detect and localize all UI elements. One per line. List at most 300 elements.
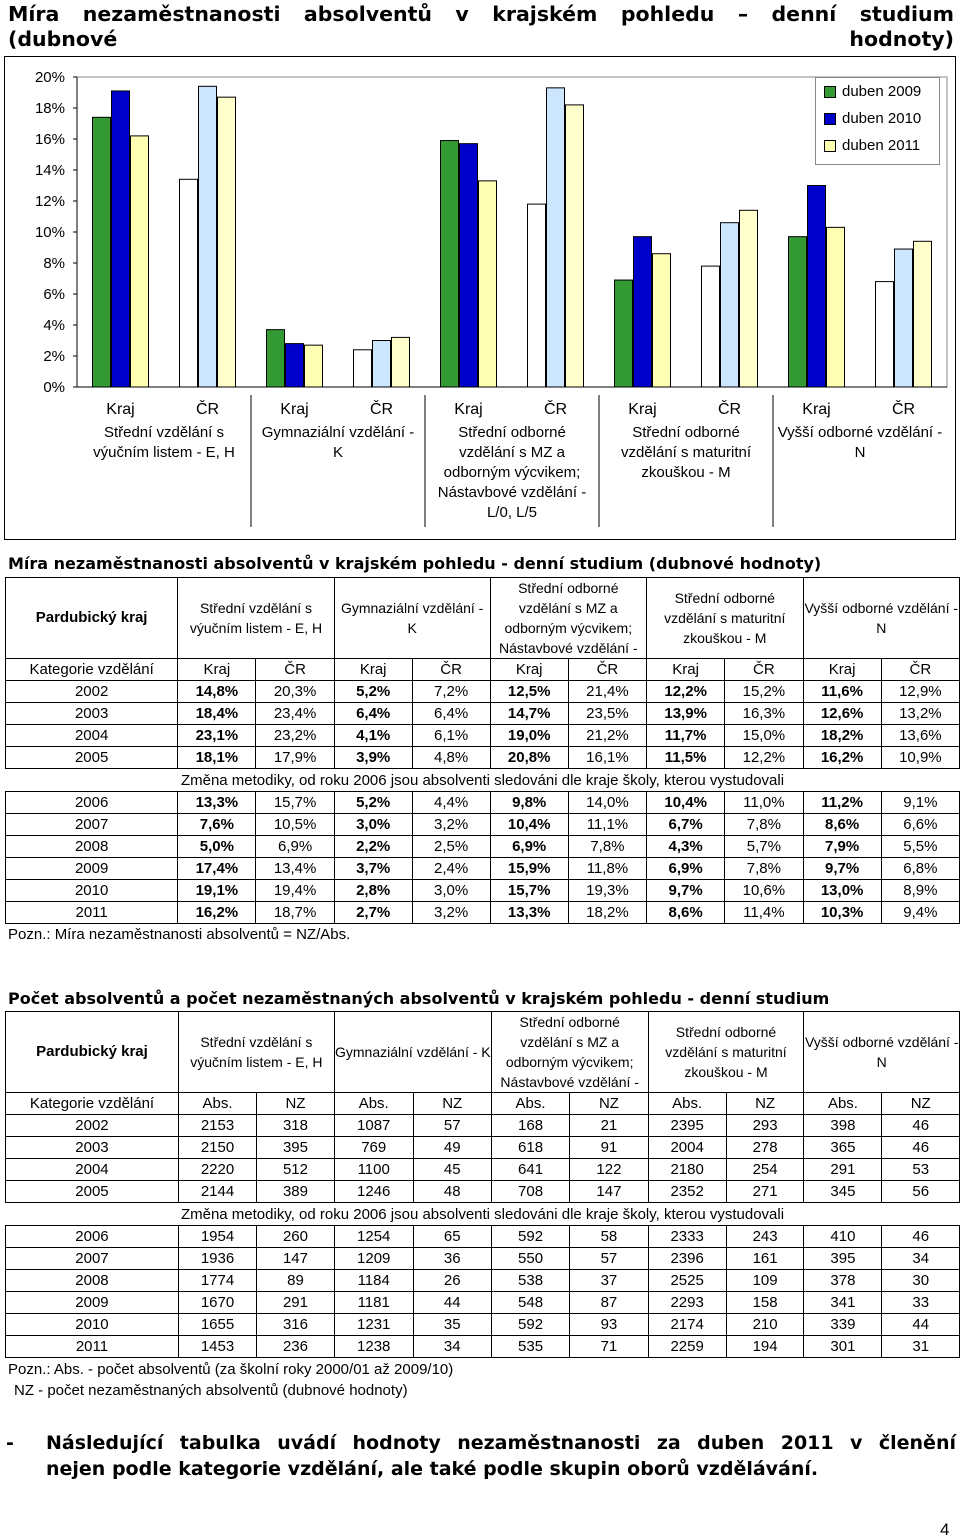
x-category-label: vzdělání s MZ a — [459, 444, 565, 461]
value-cell: 2293 — [648, 1292, 726, 1314]
year-cell: 2002 — [6, 681, 178, 703]
subheader-cell: Kraj — [178, 659, 256, 681]
value-cell: 293 — [726, 1115, 804, 1137]
value-cell: 20,8% — [490, 747, 568, 769]
y-tick-label: 0% — [43, 379, 65, 396]
page-title-line2: (dubnové hodnoty) — [8, 27, 954, 51]
value-cell: 161 — [726, 1248, 804, 1270]
value-cell: 44 — [413, 1292, 491, 1314]
year-cell: 2003 — [6, 703, 178, 725]
value-cell: 14,0% — [568, 792, 646, 814]
value-cell: 16,1% — [568, 747, 646, 769]
value-cell: 6,9% — [256, 836, 334, 858]
bar-kraj-2009 — [615, 280, 633, 387]
value-cell: 57 — [570, 1248, 648, 1270]
value-cell: 1954 — [178, 1226, 256, 1248]
value-cell: 2004 — [648, 1137, 726, 1159]
value-cell: 9,8% — [490, 792, 568, 814]
subheader-cell: NZ — [882, 1093, 960, 1115]
value-cell: 16,2% — [803, 747, 881, 769]
bar-cr-2009 — [876, 282, 894, 387]
value-cell: 12,2% — [647, 681, 725, 703]
subheader-cell: Kraj — [803, 659, 881, 681]
value-cell: 592 — [491, 1314, 570, 1336]
x-sublabel-cr: ČR — [369, 401, 394, 418]
value-cell: 6,9% — [647, 858, 725, 880]
table-row — [6, 1270, 960, 1292]
bar-cr-2011 — [392, 337, 410, 387]
legend-item-2009 — [816, 78, 939, 105]
value-cell: 36 — [413, 1248, 491, 1270]
value-cell: 5,2% — [334, 792, 412, 814]
bar-kraj-2011 — [305, 345, 323, 387]
value-cell: 12,2% — [725, 747, 803, 769]
value-cell: 10,9% — [881, 747, 959, 769]
x-category-label: Střední odborné — [458, 424, 566, 441]
category-header: Vyšší odborné vzdělání - N — [803, 578, 960, 659]
value-cell: 592 — [491, 1226, 570, 1248]
table-row — [6, 681, 960, 703]
value-cell: 243 — [726, 1226, 804, 1248]
value-cell: 548 — [491, 1292, 570, 1314]
unemployment-rate-table — [5, 577, 960, 924]
subheader-cell: NZ — [257, 1093, 335, 1115]
value-cell: 158 — [726, 1292, 804, 1314]
value-cell: 8,6% — [803, 814, 881, 836]
bar-kraj-2010 — [112, 91, 130, 387]
table-row — [6, 1159, 960, 1181]
value-cell: 26 — [413, 1270, 491, 1292]
page-number: 4 — [940, 1520, 950, 1539]
value-cell: 4,3% — [647, 836, 725, 858]
x-category-label: vzdělání s maturitní — [620, 444, 752, 461]
table-row — [6, 880, 960, 902]
chart-container — [4, 56, 956, 540]
value-cell: 19,1% — [178, 880, 256, 902]
value-cell: 13,0% — [803, 880, 881, 902]
table-row — [6, 725, 960, 747]
methodology-note: Změna metodiky, od roku 2006 jsou absolventi sledováni dle kraje školy, kterou vystudovali — [6, 769, 960, 792]
value-cell: 641 — [491, 1159, 570, 1181]
year-cell: 2006 — [6, 792, 178, 814]
value-cell: 395 — [257, 1137, 335, 1159]
table1-title: Míra nezaměstnanosti absolventů v krajském pohledu - denní studium (dubnové hodnoty) — [8, 554, 822, 573]
y-tick-label: 8% — [43, 255, 65, 272]
value-cell: 49 — [413, 1137, 491, 1159]
value-cell: 15,7% — [490, 880, 568, 902]
value-cell: 9,7% — [647, 880, 725, 902]
subheader-cell: NZ — [570, 1093, 648, 1115]
value-cell: 37 — [570, 1270, 648, 1292]
bar-kraj-2009 — [93, 117, 111, 387]
subheader-cell: Kraj — [334, 659, 412, 681]
table-row — [6, 1336, 960, 1358]
value-cell: 21,2% — [568, 725, 646, 747]
value-cell: 2150 — [178, 1137, 256, 1159]
year-cell: 2005 — [6, 1181, 179, 1203]
table-row — [6, 1115, 960, 1137]
bar-kraj-2010 — [460, 144, 478, 387]
year-cell: 2002 — [6, 1115, 179, 1137]
bullet-dash: - — [6, 1432, 14, 1454]
value-cell: 11,0% — [725, 792, 803, 814]
value-cell: 395 — [804, 1248, 882, 1270]
x-category-label: Gymnaziální vzdělání - — [261, 424, 415, 441]
value-cell: 6,4% — [412, 703, 490, 725]
table-row — [6, 814, 960, 836]
value-cell: 65 — [413, 1226, 491, 1248]
category-label: Kategorie vzdělání — [6, 1093, 179, 1115]
year-cell: 2008 — [6, 1270, 179, 1292]
value-cell: 10,6% — [725, 880, 803, 902]
value-cell: 12,5% — [490, 681, 568, 703]
value-cell: 2153 — [178, 1115, 256, 1137]
value-cell: 4,1% — [334, 725, 412, 747]
value-cell: 2,4% — [412, 858, 490, 880]
year-cell: 2003 — [6, 1137, 179, 1159]
value-cell: 17,4% — [178, 858, 256, 880]
value-cell: 341 — [804, 1292, 882, 1314]
legend-swatch-2011 — [824, 140, 836, 152]
value-cell: 87 — [570, 1292, 648, 1314]
value-cell: 389 — [257, 1181, 335, 1203]
subheader-cell: Abs. — [804, 1093, 882, 1115]
table2-note-nz: NZ - počet nezaměstnaných absolventů (dubnové hodnoty) — [14, 1382, 408, 1399]
x-category-label: Střední vzdělání s — [103, 424, 225, 441]
x-category-label: Střední odborné — [632, 424, 740, 441]
value-cell: 11,2% — [803, 792, 881, 814]
x-category-label: Nástavbové vzdělání - — [437, 484, 587, 501]
x-category-label: N — [854, 444, 866, 461]
category-header: Střední odborné vzdělání s maturitní zkouškou - M — [647, 578, 803, 659]
value-cell: 2333 — [648, 1226, 726, 1248]
table-row — [6, 1314, 960, 1336]
year-cell: 2007 — [6, 814, 178, 836]
value-cell: 365 — [804, 1137, 882, 1159]
value-cell: 14,8% — [178, 681, 256, 703]
bar-kraj-2011 — [479, 181, 497, 387]
category-header: Gymnaziální vzdělání - K — [334, 1012, 491, 1093]
year-cell: 2011 — [6, 1336, 179, 1358]
value-cell: 5,5% — [881, 836, 959, 858]
value-cell: 7,8% — [568, 836, 646, 858]
table-row — [6, 747, 960, 769]
value-cell: 1670 — [178, 1292, 256, 1314]
value-cell: 23,4% — [256, 703, 334, 725]
subheader-cell: Abs. — [178, 1093, 256, 1115]
bar-cr-2009 — [528, 204, 546, 387]
value-cell: 18,2% — [568, 902, 646, 924]
table1-note: Pozn.: Míra nezaměstnanosti absolventů = NZ/Abs. — [8, 926, 351, 943]
x-category-label: K — [332, 444, 344, 461]
value-cell: 3,0% — [334, 814, 412, 836]
bar-cr-2011 — [914, 241, 932, 387]
value-cell: 2180 — [648, 1159, 726, 1181]
value-cell: 6,9% — [490, 836, 568, 858]
value-cell: 6,4% — [334, 703, 412, 725]
legend-swatch-2010 — [824, 113, 836, 125]
table-row — [6, 1292, 960, 1314]
value-cell: 3,7% — [334, 858, 412, 880]
value-cell: 109 — [726, 1270, 804, 1292]
value-cell: 2144 — [178, 1181, 256, 1203]
value-cell: 1238 — [334, 1336, 413, 1358]
value-cell: 12,6% — [803, 703, 881, 725]
bar-cr-2009 — [180, 179, 198, 387]
value-cell: 1231 — [334, 1314, 413, 1336]
bar-cr-2011 — [218, 97, 236, 387]
bullet-paragraph — [6, 1430, 956, 1482]
x-sublabel-cr: ČR — [717, 401, 742, 418]
header-row — [6, 578, 960, 659]
value-cell: 23,2% — [256, 725, 334, 747]
value-cell: 48 — [413, 1181, 491, 1203]
value-cell: 512 — [257, 1159, 335, 1181]
value-cell: 7,9% — [803, 836, 881, 858]
x-category-label: zkouškou - M — [641, 464, 731, 481]
table-row — [6, 858, 960, 880]
bar-cr-2011 — [566, 105, 584, 387]
value-cell: 339 — [804, 1314, 882, 1336]
value-cell: 1936 — [178, 1248, 256, 1270]
bar-kraj-2011 — [131, 136, 149, 387]
bar-cr-2011 — [740, 210, 758, 387]
year-cell: 2010 — [6, 880, 178, 902]
value-cell: 7,6% — [178, 814, 256, 836]
bar-kraj-2010 — [634, 237, 652, 387]
value-cell: 11,1% — [568, 814, 646, 836]
value-cell: 45 — [413, 1159, 491, 1181]
value-cell: 1453 — [178, 1336, 256, 1358]
value-cell: 10,3% — [803, 902, 881, 924]
value-cell: 9,1% — [881, 792, 959, 814]
value-cell: 2352 — [648, 1181, 726, 1203]
year-cell: 2009 — [6, 1292, 179, 1314]
region-name: Pardubický kraj — [6, 1012, 179, 1093]
value-cell: 20,3% — [256, 681, 334, 703]
value-cell: 8,9% — [881, 880, 959, 902]
table-row — [6, 703, 960, 725]
value-cell: 410 — [804, 1226, 882, 1248]
year-cell: 2005 — [6, 747, 178, 769]
year-cell: 2011 — [6, 902, 178, 924]
value-cell: 5,7% — [725, 836, 803, 858]
value-cell: 3,0% — [412, 880, 490, 902]
subheader-row — [6, 659, 960, 681]
value-cell: 318 — [257, 1115, 335, 1137]
category-header: Střední odborné vzdělání s MZ a odborným výcvikem; Nástavbové vzdělání - — [491, 1012, 648, 1093]
table2-title: Počet absolventů a počet nezaměstnaných absolventů v krajském pohledu - denní studium — [8, 989, 830, 1008]
value-cell: 15,2% — [725, 681, 803, 703]
subheader-cell: Abs. — [491, 1093, 570, 1115]
value-cell: 16,3% — [725, 703, 803, 725]
y-tick-label: 6% — [43, 286, 65, 303]
value-cell: 13,6% — [881, 725, 959, 747]
category-header: Vyšší odborné vzdělání - N — [804, 1012, 960, 1093]
value-cell: 71 — [570, 1336, 648, 1358]
bar-chart — [5, 57, 955, 539]
subheader-cell: ČR — [568, 659, 646, 681]
value-cell: 18,4% — [178, 703, 256, 725]
value-cell: 147 — [257, 1248, 335, 1270]
value-cell: 13,4% — [256, 858, 334, 880]
value-cell: 2,7% — [334, 902, 412, 924]
value-cell: 10,4% — [647, 792, 725, 814]
value-cell: 260 — [257, 1226, 335, 1248]
value-cell: 14,7% — [490, 703, 568, 725]
value-cell: 291 — [257, 1292, 335, 1314]
category-header: Gymnaziální vzdělání - K — [334, 578, 490, 659]
legend-label-2011: duben 2011 — [842, 137, 921, 154]
category-header: Střední vzdělání s výučním listem - E, H — [178, 578, 334, 659]
value-cell: 10,4% — [490, 814, 568, 836]
legend-item-2010 — [816, 105, 939, 132]
subheader-cell: ČR — [881, 659, 959, 681]
value-cell: 46 — [882, 1115, 960, 1137]
year-cell: 2007 — [6, 1248, 179, 1270]
year-cell: 2010 — [6, 1314, 179, 1336]
value-cell: 3,9% — [334, 747, 412, 769]
value-cell: 301 — [804, 1336, 882, 1358]
subheader-cell: Kraj — [647, 659, 725, 681]
bar-kraj-2010 — [808, 186, 826, 388]
value-cell: 13,3% — [490, 902, 568, 924]
year-cell: 2006 — [6, 1226, 179, 1248]
value-cell: 6,6% — [881, 814, 959, 836]
value-cell: 34 — [413, 1336, 491, 1358]
value-cell: 93 — [570, 1314, 648, 1336]
value-cell: 12,9% — [881, 681, 959, 703]
value-cell: 2259 — [648, 1336, 726, 1358]
value-cell: 11,5% — [647, 747, 725, 769]
value-cell: 236 — [257, 1336, 335, 1358]
page-title-line1: Míra nezaměstnanosti absolventů v krajském pohledu – denní studium — [8, 2, 954, 26]
table-row — [6, 836, 960, 858]
bar-kraj-2010 — [286, 344, 304, 387]
value-cell: 89 — [257, 1270, 335, 1292]
methodology-note: Změna metodiky, od roku 2006 jsou absolventi sledováni dle kraje školy, kterou vystudovali — [6, 1203, 960, 1226]
value-cell: 345 — [804, 1181, 882, 1203]
legend-item-2011 — [816, 132, 939, 159]
y-tick-label: 16% — [34, 131, 65, 148]
value-cell: 13,2% — [881, 703, 959, 725]
value-cell: 33 — [882, 1292, 960, 1314]
value-cell: 6,1% — [412, 725, 490, 747]
value-cell: 19,0% — [490, 725, 568, 747]
y-tick-label: 14% — [34, 162, 65, 179]
subheader-cell: Abs. — [648, 1093, 726, 1115]
bar-cr-2009 — [354, 350, 372, 387]
value-cell: 44 — [882, 1314, 960, 1336]
value-cell: 316 — [257, 1314, 335, 1336]
category-header: Střední odborné vzdělání s maturitní zkouškou - M — [648, 1012, 804, 1093]
bar-cr-2010 — [373, 341, 391, 388]
value-cell: 1655 — [178, 1314, 256, 1336]
chart-legend — [815, 77, 940, 165]
bar-kraj-2009 — [789, 237, 807, 387]
table-row — [6, 1248, 960, 1270]
value-cell: 11,7% — [647, 725, 725, 747]
value-cell: 10,5% — [256, 814, 334, 836]
bar-kraj-2011 — [827, 227, 845, 387]
year-cell: 2004 — [6, 1159, 179, 1181]
value-cell: 34 — [882, 1248, 960, 1270]
value-cell: 5,2% — [334, 681, 412, 703]
category-label: Kategorie vzdělání — [6, 659, 178, 681]
table-row — [6, 792, 960, 814]
category-header: Střední odborné vzdělání s MZ a odborným výcvikem; Nástavbové vzdělání - — [490, 578, 646, 659]
table-row — [6, 902, 960, 924]
value-cell: 18,2% — [803, 725, 881, 747]
subheader-cell: ČR — [256, 659, 334, 681]
value-cell: 291 — [804, 1159, 882, 1181]
value-cell: 7,8% — [725, 858, 803, 880]
value-cell: 271 — [726, 1181, 804, 1203]
year-cell: 2004 — [6, 725, 178, 747]
methodology-note-row — [6, 769, 960, 792]
value-cell: 1184 — [334, 1270, 413, 1292]
category-header: Střední vzdělání s výučním listem - E, H — [178, 1012, 334, 1093]
value-cell: 3,2% — [412, 814, 490, 836]
subheader-cell: ČR — [412, 659, 490, 681]
value-cell: 9,7% — [803, 858, 881, 880]
subheader-cell: Abs. — [334, 1093, 413, 1115]
bar-kraj-2009 — [441, 141, 459, 387]
value-cell: 11,4% — [725, 902, 803, 924]
value-cell: 21,4% — [568, 681, 646, 703]
x-sublabel-kraj: Kraj — [106, 401, 135, 418]
x-category-label: Vyšší odborné vzdělání - — [777, 424, 943, 441]
value-cell: 2,5% — [412, 836, 490, 858]
value-cell: 57 — [413, 1115, 491, 1137]
table-row — [6, 1226, 960, 1248]
value-cell: 2220 — [178, 1159, 256, 1181]
value-cell: 11,6% — [803, 681, 881, 703]
x-sublabel-kraj: Kraj — [628, 401, 657, 418]
value-cell: 30 — [882, 1270, 960, 1292]
bar-cr-2010 — [721, 223, 739, 387]
table-row — [6, 1181, 960, 1203]
value-cell: 21 — [570, 1115, 648, 1137]
value-cell: 254 — [726, 1159, 804, 1181]
value-cell: 708 — [491, 1181, 570, 1203]
value-cell: 8,6% — [647, 902, 725, 924]
table2-note-abs: Pozn.: Abs. - počet absolventů (za školní roky 2000/01 až 2009/10) — [8, 1361, 454, 1378]
value-cell: 9,4% — [881, 902, 959, 924]
value-cell: 7,2% — [412, 681, 490, 703]
y-tick-label: 12% — [34, 193, 65, 210]
y-tick-label: 20% — [34, 69, 65, 86]
y-tick-label: 10% — [34, 224, 65, 241]
value-cell: 15,7% — [256, 792, 334, 814]
bar-cr-2010 — [199, 86, 217, 387]
value-cell: 91 — [570, 1137, 648, 1159]
value-cell: 535 — [491, 1336, 570, 1358]
value-cell: 13,9% — [647, 703, 725, 725]
value-cell: 1181 — [334, 1292, 413, 1314]
value-cell: 769 — [334, 1137, 413, 1159]
value-cell: 1254 — [334, 1226, 413, 1248]
value-cell: 538 — [491, 1270, 570, 1292]
value-cell: 13,3% — [178, 792, 256, 814]
y-tick-label: 4% — [43, 317, 65, 334]
x-sublabel-kraj: Kraj — [454, 401, 483, 418]
methodology-note-row — [6, 1203, 960, 1226]
value-cell: 1100 — [334, 1159, 413, 1181]
value-cell: 398 — [804, 1115, 882, 1137]
value-cell: 3,2% — [412, 902, 490, 924]
value-cell: 46 — [882, 1226, 960, 1248]
